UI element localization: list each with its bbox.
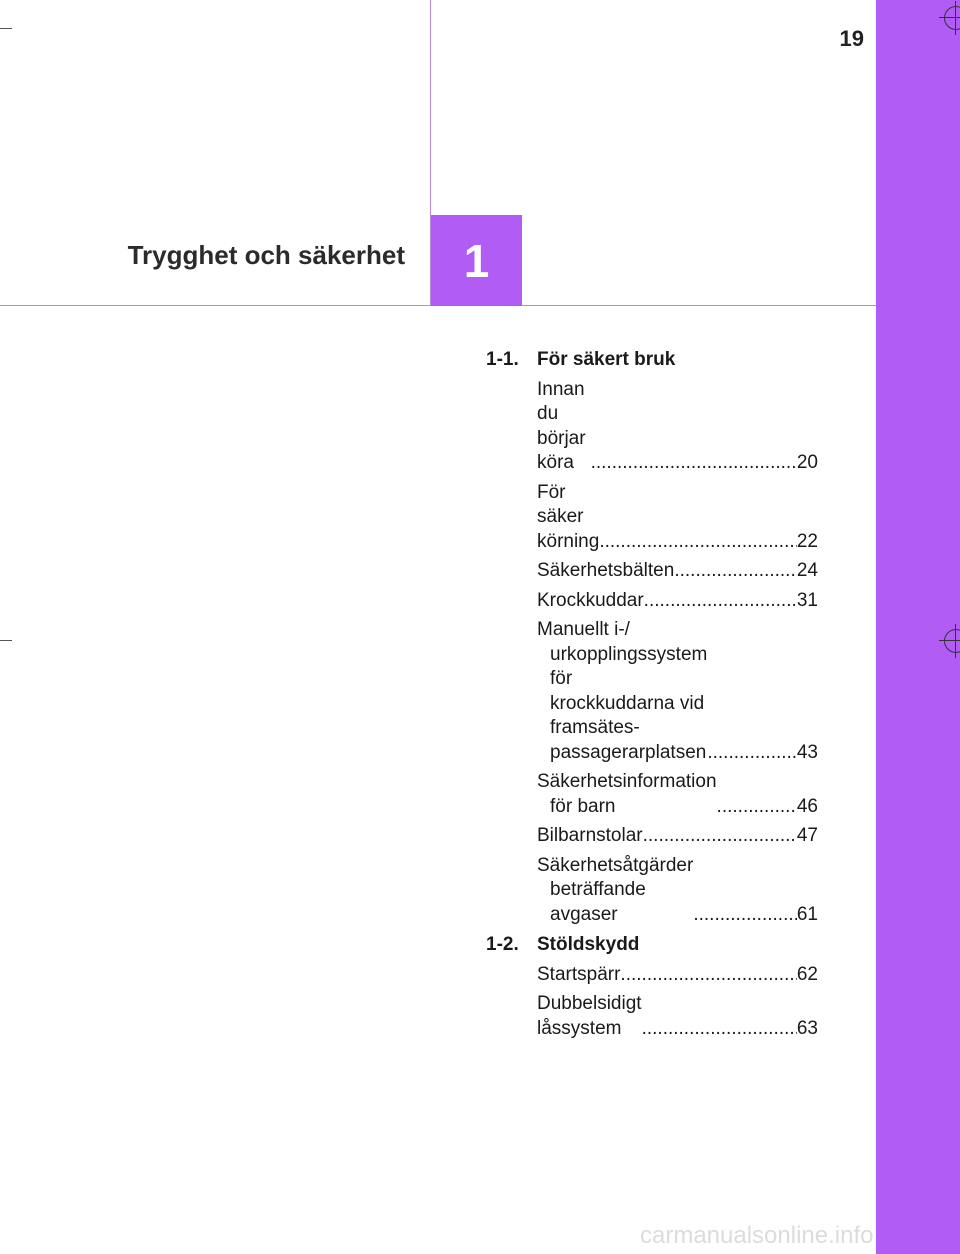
toc-leader-dots bbox=[644, 589, 797, 614]
toc-leader-dots bbox=[643, 824, 797, 849]
toc-entry-line: passagerarplatsen bbox=[550, 741, 707, 763]
toc-page-number: 43 bbox=[796, 741, 818, 763]
toc-leader-dots bbox=[620, 963, 796, 988]
chapter-number-box bbox=[431, 215, 522, 306]
toc-entry-title bbox=[537, 963, 620, 988]
page-number: 19 bbox=[839, 26, 864, 51]
toc-entry-line: Säkerhetsåtgärder bbox=[537, 854, 694, 876]
toc-section-title: För säkert bruk bbox=[537, 349, 676, 370]
toc-entry[interactable] bbox=[537, 963, 818, 988]
toc-entry-title bbox=[537, 854, 693, 928]
toc-section-title: Stöldskydd bbox=[537, 934, 640, 955]
toc-entry-title bbox=[537, 481, 599, 555]
toc-entry-line: Krockkuddar bbox=[537, 589, 644, 611]
toc-page-number: 46 bbox=[796, 795, 818, 817]
toc-entry[interactable] bbox=[537, 481, 818, 555]
toc-entry[interactable] bbox=[537, 770, 818, 819]
toc-leader-dots bbox=[642, 1017, 797, 1042]
toc-page-number: 20 bbox=[796, 452, 818, 473]
toc-entry[interactable] bbox=[537, 992, 818, 1041]
toc-entry-title bbox=[537, 559, 674, 584]
toc-page-number: 62 bbox=[796, 963, 818, 985]
toc-entry-line: framsätes- bbox=[550, 717, 640, 738]
toc-page-number: 61 bbox=[796, 903, 818, 925]
toc-page-number: 31 bbox=[796, 589, 818, 611]
toc-leader-dots bbox=[717, 795, 797, 820]
toc-entry[interactable] bbox=[537, 589, 818, 614]
toc-section-number: 1-1. bbox=[486, 349, 519, 370]
toc-leader-dots bbox=[674, 559, 797, 584]
crop-mark bbox=[0, 28, 12, 29]
toc-leader-dots bbox=[591, 451, 797, 476]
toc-section-heading[interactable] bbox=[486, 348, 818, 373]
toc-entry-line: krockkuddarna vid bbox=[550, 692, 705, 714]
toc-entry-title bbox=[537, 378, 591, 476]
toc-entry[interactable] bbox=[537, 618, 818, 765]
toc-page-number: 63 bbox=[796, 1017, 818, 1039]
chapter-number: 1 bbox=[463, 234, 490, 287]
toc-page-number: 47 bbox=[796, 825, 818, 846]
toc-entry-line: Bilbarnstolar bbox=[537, 825, 643, 846]
toc-entry-line: för barn bbox=[550, 795, 616, 817]
toc-section-number: 1-2. bbox=[486, 934, 519, 955]
watermark: carmanualsonline.info bbox=[640, 1222, 874, 1249]
toc-section-heading[interactable] bbox=[486, 933, 818, 958]
crop-mark bbox=[0, 640, 12, 641]
chapter-side-tab bbox=[876, 0, 960, 1254]
toc-entry[interactable] bbox=[537, 559, 818, 584]
toc-page-number: 24 bbox=[796, 560, 818, 581]
toc-entry-line: urkopplingssystem för bbox=[550, 643, 708, 689]
toc-entry-line: Säkerhetsinformation bbox=[537, 771, 717, 792]
toc-entry-line: Dubbelsidigt låssystem bbox=[537, 993, 642, 1039]
chapter-title: Trygghet och säkerhet bbox=[127, 240, 405, 270]
toc-leader-dots bbox=[707, 741, 797, 766]
toc-leader-dots bbox=[599, 530, 797, 555]
toc-entry[interactable] bbox=[537, 378, 818, 476]
toc-entry-line: beträffande avgaser bbox=[550, 879, 646, 925]
toc-entry-line: Säkerhetsbälten bbox=[537, 560, 675, 581]
toc-entry-title bbox=[537, 618, 707, 765]
toc-leader-dots bbox=[693, 903, 797, 928]
toc-page-number: 22 bbox=[796, 530, 818, 552]
toc-entry-line: Innan du börjar köra bbox=[537, 378, 586, 473]
toc-entry-line: För säker körning bbox=[537, 481, 600, 552]
table-of-contents bbox=[486, 348, 818, 1046]
toc-entry-title bbox=[537, 770, 717, 819]
toc-entry-title bbox=[537, 824, 643, 849]
toc-entry[interactable] bbox=[537, 824, 818, 849]
toc-entry-line: Manuellt i-/ bbox=[537, 619, 630, 640]
toc-entry-title bbox=[537, 589, 644, 614]
toc-entry[interactable] bbox=[537, 854, 818, 928]
toc-entry-line: Startspärr bbox=[537, 963, 621, 985]
toc-entry-title bbox=[537, 992, 642, 1041]
